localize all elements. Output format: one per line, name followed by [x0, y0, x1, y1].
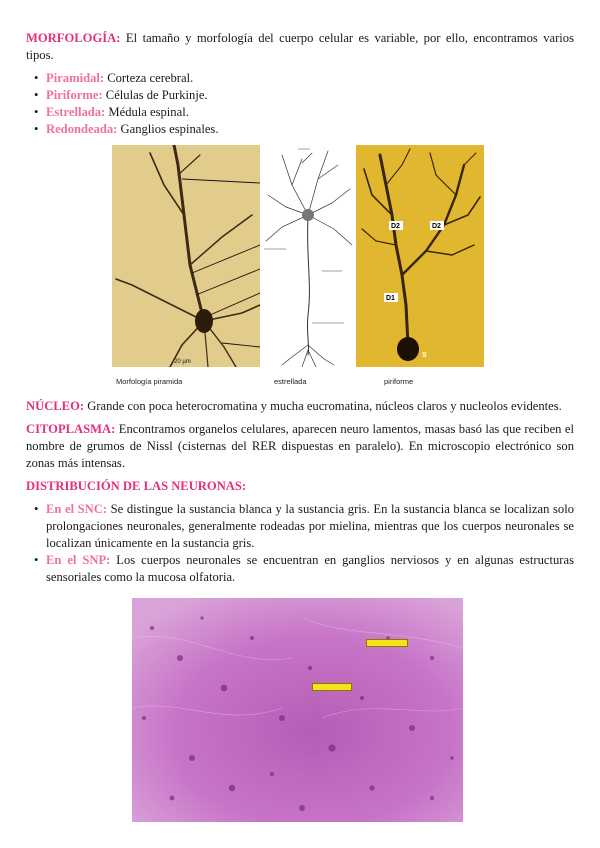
citoplasma-text: Encontramos organelos celulares, aparecen neuro lamentos, masas basó las que reciben el nombre de grumos de Nissl (cisternas del RER dispuestas en paralelo). En microscopio electrónico son zonas más intensas. [26, 422, 574, 470]
gray-matter-stain-image [132, 598, 463, 822]
citoplasma-paragraph [26, 421, 574, 472]
list-item [26, 121, 574, 138]
citoplasma-heading: CITOPLASMA: [26, 422, 116, 436]
list-item-label: En el SNP: [46, 553, 111, 567]
morfologia-paragraph [26, 30, 574, 64]
histology-micrograph [132, 598, 463, 822]
scale-bar-label: 20 µm [174, 359, 191, 365]
morfologia-text: El tamaño y morfología del cuerpo celular es variable, por ello, encontramos varios tipos. [26, 31, 574, 62]
nucleo-paragraph [26, 398, 574, 415]
caption-stellate: estrellada [274, 377, 307, 386]
list-item [26, 552, 574, 586]
list-item-label: Estrellada: [46, 105, 106, 119]
citoplasma-section [26, 421, 574, 472]
list-item-label: En el SNC: [46, 502, 108, 516]
list-item-text: Células de Purkinje. [105, 88, 208, 102]
piriform-neuron-image [356, 145, 484, 367]
list-item-text: Los cuerpos neuronales se encuentran en ganglios nerviosos y en algunas estructuras sensoriales como la mucosa olfatoria. [46, 553, 574, 584]
list-item-text: Médula espinal. [108, 105, 189, 119]
list-item-label: Piriforme: [46, 88, 103, 102]
list-item [26, 70, 574, 87]
nucleo-section [26, 398, 574, 415]
distribucion-heading-line [26, 478, 574, 495]
distribucion-section [26, 478, 574, 586]
stellate-neuron-drawing [262, 145, 354, 367]
morfologia-section [26, 30, 574, 138]
neuron-morphology-figure [112, 145, 484, 390]
distribucion-list [26, 501, 574, 586]
soma-mark: S [422, 352, 427, 359]
list-item-text: Se distingue la sustancia blanca y la sustancia gris. En la sustancia blanca se localizan solo prolongaciones neuronales, generalmente rodeadas por mielina, mientras que los cuerpos neuronales se localizan únicamente en la sustancia gris. [46, 502, 574, 550]
pyramidal-neuron-image [112, 145, 260, 367]
d1-mark: D1 [386, 295, 395, 302]
d2-mark: D2 [391, 223, 400, 230]
morfologia-list [26, 70, 574, 138]
label-tag [312, 683, 352, 691]
list-item [26, 87, 574, 104]
nucleo-heading: NÚCLEO: [26, 399, 85, 413]
list-item [26, 501, 574, 552]
list-item-label: Redondeada: [46, 122, 118, 136]
distribucion-heading: DISTRIBUCIÓN DE LAS NEURONAS: [26, 479, 247, 493]
caption-pyramidal: Morfología piramida [116, 377, 183, 386]
list-item-text: Corteza cerebral. [107, 71, 194, 85]
list-item [26, 104, 574, 121]
nucleo-text: Grande con poca heterocromatina y mucha eucromatina, núcleos claros y nucleolos evidentes. [87, 399, 562, 413]
morfologia-heading: MORFOLOGÍA: [26, 31, 121, 45]
list-item-label: Piramidal: [46, 71, 105, 85]
list-item-text: Ganglios espinales. [120, 122, 219, 136]
d2-mark: D2 [432, 223, 441, 230]
caption-piriform: piriforme [384, 377, 414, 386]
label-tag [366, 639, 408, 647]
